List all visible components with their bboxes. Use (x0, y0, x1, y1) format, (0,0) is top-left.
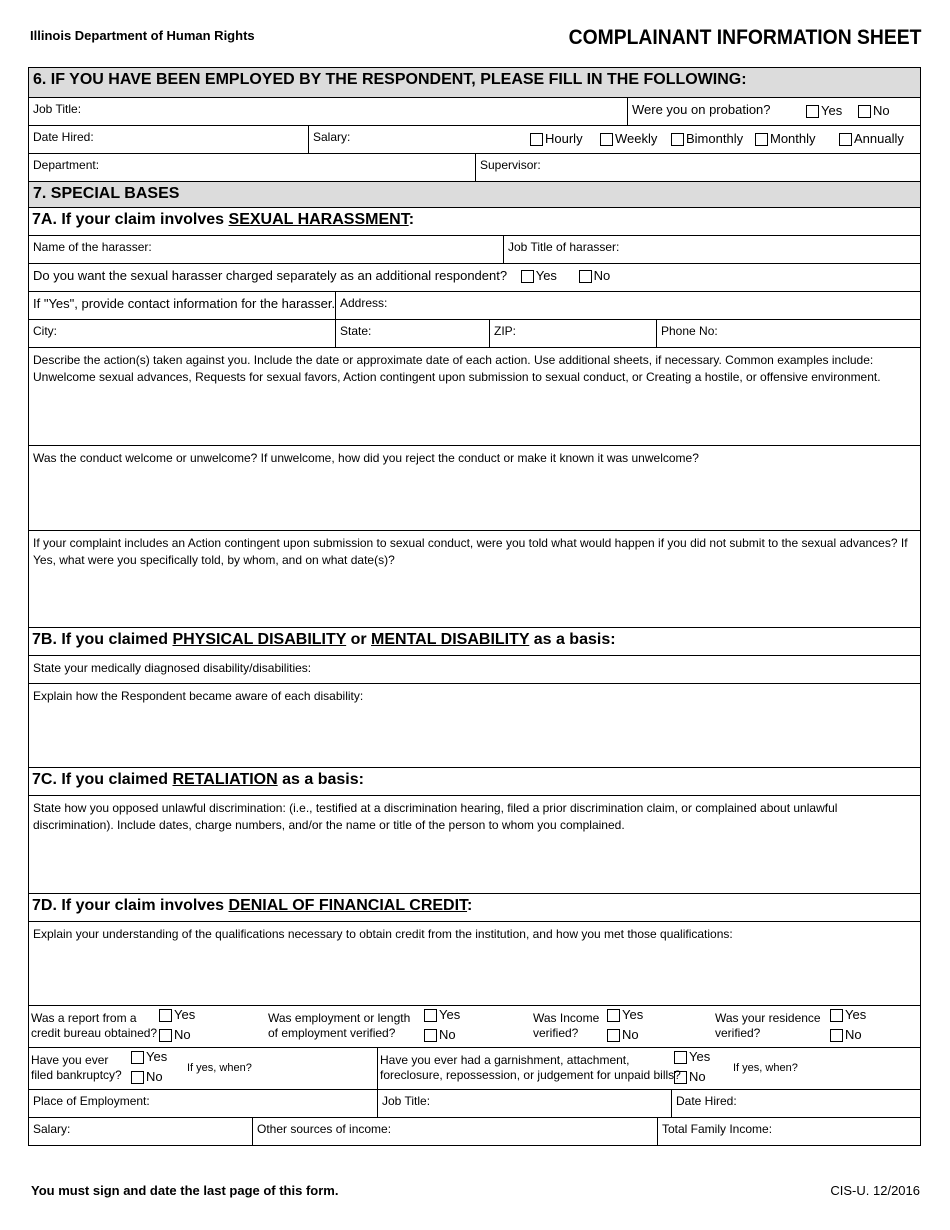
row-harasser-charged (28, 264, 921, 292)
hourly-checkbox[interactable] (530, 133, 543, 146)
row-bankruptcy (28, 1048, 921, 1090)
credit-date-hired-field[interactable] (671, 1090, 920, 1117)
sign-notice: You must sign and date the last page of this form. (31, 1183, 339, 1198)
garnishment-label-1: Have you ever had a garnishment, attachment, (380, 1053, 630, 1067)
section-7a-prefix: 7A. If your claim involves (32, 211, 229, 228)
residence-verified-label-1: Was your residence (715, 1011, 821, 1025)
employment-no-checkbox[interactable] (424, 1029, 437, 1042)
disability-awareness-field[interactable] (28, 684, 921, 768)
credit-date-hired-label: Date Hired: (676, 1094, 737, 1108)
section-7a-header (28, 208, 921, 236)
bimonthly-checkbox[interactable] (671, 133, 684, 146)
probation-yes-checkbox[interactable] (806, 105, 819, 118)
section-7c-prefix: 7C. If you claimed (32, 771, 173, 788)
annually-label: Annually (854, 131, 904, 146)
garnishment-label-2: foreclosure, repossession, or judgement for unpaid bills? (380, 1068, 681, 1082)
bankruptcy-when-field[interactable] (187, 1061, 252, 1076)
credit-report-yes-checkbox[interactable] (159, 1009, 172, 1022)
charged-yes-checkbox[interactable] (521, 270, 534, 283)
bankruptcy-no-checkbox[interactable] (131, 1071, 144, 1084)
row-harasser-name (28, 236, 921, 264)
section-7d-prefix: 7D. If your claim involves (32, 897, 229, 914)
total-income-field[interactable] (657, 1118, 920, 1145)
place-employment-field[interactable] (29, 1090, 377, 1117)
credit-salary-label: Salary: (33, 1122, 71, 1136)
credit-report-no-label: No (174, 1027, 191, 1042)
opposed-discrimination-label: State how you opposed unlawful discrimination: (i.e., testified at a discrimination hearing, filed a prior discrimination claim, or complained about unlawful discrimination). Include dates, charge numbers, and/or the name or title of the person to whom you complained. (33, 801, 838, 832)
garnishment-yes-checkbox[interactable] (674, 1051, 687, 1064)
harasser-charged-label: Do you want the sexual harasser charged separately as an additional respondent? (33, 268, 508, 283)
harasser-address-field[interactable] (335, 292, 920, 319)
harasser-charged-question (29, 264, 920, 291)
complainant-form (28, 67, 921, 1146)
employment-verified-label-2: of employment verified? (268, 1026, 396, 1040)
pay-frequency (524, 126, 920, 153)
probation-label: Were you on probation? (632, 102, 771, 117)
row-credit-verification (28, 1006, 921, 1048)
hourly-label: Hourly (545, 131, 583, 146)
salary-label: Salary: (313, 130, 351, 144)
garnishment-no-label: No (689, 1069, 706, 1084)
job-title-field[interactable] (29, 98, 627, 125)
section-7c-topic: RETALIATION (172, 771, 278, 788)
credit-job-title-label: Job Title: (382, 1094, 431, 1108)
garnishment-when-label: If yes, when? (733, 1062, 798, 1074)
bimonthly-label: Bimonthly (686, 131, 744, 146)
weekly-label: Weekly (615, 131, 658, 146)
bankruptcy-when-label: If yes, when? (187, 1062, 252, 1074)
credit-qualifications-label: Explain your understanding of the qualifications necessary to obtain credit from the institution, and how you met those qualifications: (33, 927, 733, 941)
bankruptcy-yes-label: Yes (146, 1049, 168, 1064)
section-7b-header (28, 628, 921, 656)
probation-no-checkbox[interactable] (858, 105, 871, 118)
disability-awareness-label: Explain how the Respondent became aware of each disability: (33, 689, 364, 703)
residence-no-checkbox[interactable] (830, 1029, 843, 1042)
row-harasser-city (28, 320, 921, 348)
section-7b-topic1: PHYSICAL DISABILITY (172, 631, 347, 648)
row-harasser-contact (28, 292, 921, 320)
harasser-title-field[interactable] (503, 236, 920, 263)
row-credit-employment (28, 1090, 921, 1118)
salary-field[interactable] (308, 126, 508, 153)
charged-no-checkbox[interactable] (579, 270, 592, 283)
income-no-label: No (622, 1027, 639, 1042)
contingent-action-field[interactable] (28, 531, 921, 628)
section-7-header (28, 182, 921, 208)
section-7-title: 7. SPECIAL BASES (33, 185, 180, 202)
credit-report-label-2: credit bureau obtained? (31, 1026, 158, 1040)
address-label: Address: (340, 296, 388, 310)
income-verified-label-2: verified? (533, 1026, 579, 1040)
conduct-welcome-label: Was the conduct welcome or unwelcome? If unwelcome, how did you reject the conduct or make it known it was unwelcome? (33, 451, 699, 465)
phone-field[interactable] (656, 320, 920, 347)
harasser-name-field[interactable] (29, 236, 503, 263)
garnishment-yes-label: Yes (689, 1049, 711, 1064)
section-7d-suffix: : (467, 897, 473, 914)
credit-qualifications-field[interactable] (28, 922, 921, 1006)
row-date-hired (28, 126, 921, 154)
employment-verified-label-1: Was employment or length (268, 1011, 411, 1025)
credit-report-no-checkbox[interactable] (159, 1029, 172, 1042)
harasser-title-label: Job Title of harasser: (508, 240, 620, 254)
agency-name: Illinois Department of Human Rights (30, 28, 255, 43)
residence-verified-label-2: verified? (715, 1026, 761, 1040)
date-hired-label: Date Hired: (33, 130, 94, 144)
section-7b-topic2: MENTAL DISABILITY (371, 631, 530, 648)
state-label: State: (340, 324, 372, 338)
supervisor-field[interactable] (475, 154, 920, 181)
section-7c-suffix: as a basis: (277, 771, 364, 788)
annually-checkbox[interactable] (839, 133, 852, 146)
city-label: City: (33, 324, 57, 338)
total-income-label: Total Family Income: (662, 1122, 773, 1136)
section-6-title: 6. IF YOU HAVE BEEN EMPLOYED BY THE RESPONDENT, PLEASE FILL IN THE FOLLOWING: (33, 71, 747, 88)
residence-yes-checkbox[interactable] (830, 1009, 843, 1022)
monthly-checkbox[interactable] (755, 133, 768, 146)
credit-report-label-1: Was a report from a (31, 1011, 137, 1025)
contact-info-cell (29, 292, 335, 319)
bankruptcy-no-label: No (146, 1069, 163, 1084)
probation-yes-label: Yes (821, 103, 843, 118)
income-verified-label-1: Was Income (533, 1011, 600, 1025)
conduct-welcome-field[interactable] (28, 446, 921, 531)
section-7c-header (28, 768, 921, 796)
row-department (28, 154, 921, 182)
employment-yes-label: Yes (439, 1007, 461, 1022)
credit-report-yes-label: Yes (174, 1007, 196, 1022)
section-7b-prefix: 7B. If you claimed (32, 631, 173, 648)
date-hired-field[interactable] (29, 126, 308, 153)
charged-no-label: No (593, 268, 611, 283)
contingent-action-label: If your complaint includes an Action contingent upon submission to sexual conduct, were you told what would happen if you did not submit to the sexual advances? If Yes, what were you specifically told, by whom, and on what date(s)? (33, 536, 908, 567)
monthly-label: Monthly (770, 131, 816, 146)
department-label: Department: (33, 158, 100, 172)
job-title-label: Job Title: (33, 102, 82, 116)
probation-cell (627, 98, 920, 125)
harasser-name-label: Name of the harasser: (33, 240, 152, 254)
other-income-field[interactable] (252, 1118, 657, 1145)
probation-no-label: No (873, 103, 890, 118)
describe-actions-field[interactable] (28, 348, 921, 446)
income-yes-label: Yes (622, 1007, 644, 1022)
contact-info-label: If "Yes", provide contact information for the harasser. (33, 296, 335, 311)
section-7a-topic: SEXUAL HARASSMENT (228, 211, 409, 228)
section-7b-suffix: as a basis: (529, 631, 616, 648)
opposed-discrimination-field[interactable] (28, 796, 921, 894)
form-code: CIS-U. 12/2016 (830, 1183, 920, 1198)
diagnosed-disability-field[interactable] (28, 656, 921, 684)
residence-yes-label: Yes (845, 1007, 867, 1022)
bankruptcy-yes-checkbox[interactable] (131, 1051, 144, 1064)
other-income-label: Other sources of income: (257, 1122, 392, 1136)
bankruptcy-label-2: filed bankruptcy? (31, 1068, 122, 1082)
row-income (28, 1118, 921, 1146)
section-7d-header (28, 894, 921, 922)
department-field[interactable] (29, 154, 475, 181)
describe-actions-label: Describe the action(s) taken against you. Include the date or approximate date of each action. Use additional sheets, if necessary. Common examples include: Unwelcome sexual advances, Requests for sexual favors, Action contingent upon submission to sexual conduct, or Creating a hostile, or offensive environment. (33, 353, 881, 384)
state-field[interactable] (335, 320, 489, 347)
income-no-checkbox[interactable] (607, 1029, 620, 1042)
employment-no-label: No (439, 1027, 456, 1042)
section-7b-middle: or (346, 631, 372, 648)
garnishment-when-field[interactable] (733, 1061, 798, 1076)
bankruptcy-label-1: Have you ever (31, 1053, 109, 1067)
income-yes-checkbox[interactable] (607, 1009, 620, 1022)
charged-yes-label: Yes (535, 268, 557, 283)
row-job-title (28, 98, 921, 126)
garnishment-no-checkbox[interactable] (674, 1071, 687, 1084)
form-title: COMPLAINANT INFORMATION SHEET (568, 26, 921, 49)
supervisor-label: Supervisor: (480, 158, 541, 172)
place-employment-label: Place of Employment: (33, 1094, 150, 1108)
zip-field[interactable] (489, 320, 656, 347)
section-7a-suffix: : (408, 211, 415, 228)
section-6-header (28, 67, 921, 98)
diagnosed-disability-label: State your medically diagnosed disability/disabilities: (33, 661, 312, 675)
phone-label: Phone No: (661, 324, 718, 338)
zip-label: ZIP: (494, 324, 517, 338)
credit-job-title-field[interactable] (377, 1090, 671, 1117)
employment-yes-checkbox[interactable] (424, 1009, 437, 1022)
credit-salary-field[interactable] (29, 1118, 252, 1145)
city-field[interactable] (29, 320, 335, 347)
residence-no-label: No (845, 1027, 862, 1042)
weekly-checkbox[interactable] (600, 133, 613, 146)
section-7d-topic: DENIAL OF FINANCIAL CREDIT (228, 897, 468, 914)
